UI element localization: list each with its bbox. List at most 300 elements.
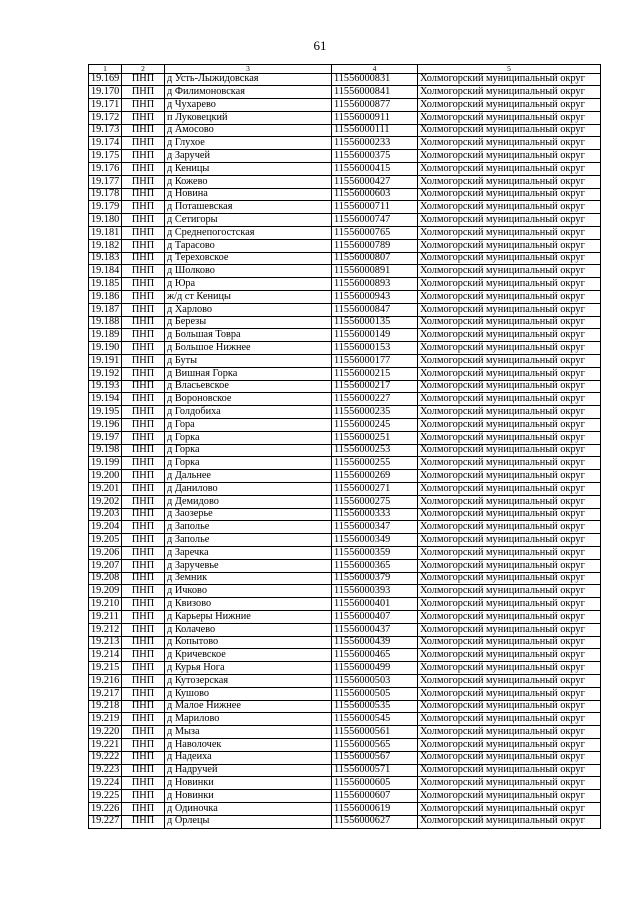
municipality-cell: Холмогорский муниципальный округ — [418, 687, 601, 700]
settlement-name-cell: д Новинки — [165, 790, 332, 803]
table-row — [89, 726, 601, 739]
municipality-cell: Холмогорский муниципальный округ — [418, 303, 601, 316]
settlement-type-cell: ПНП — [122, 444, 165, 457]
settlement-name-cell: д Усть-Лыжидовская — [165, 73, 332, 86]
oktmo-code-cell: 11556000439 — [332, 636, 418, 649]
municipality-cell: Холмогорский муниципальный округ — [418, 227, 601, 240]
municipality-cell: Холмогорский муниципальный округ — [418, 124, 601, 137]
settlement-type-cell: ПНП — [122, 137, 165, 150]
settlement-name-cell: д Вороновское — [165, 393, 332, 406]
municipality-cell: Холмогорский муниципальный округ — [418, 150, 601, 163]
settlement-type-cell: ПНП — [122, 649, 165, 662]
settlement-type-cell: ПНП — [122, 265, 165, 278]
row-number-cell: 19.212 — [89, 623, 122, 636]
settlement-type-cell: ПНП — [122, 534, 165, 547]
table-row — [89, 649, 601, 662]
row-number-cell: 19.169 — [89, 73, 122, 86]
column-header-4: 4 — [332, 65, 418, 74]
row-number-cell: 19.193 — [89, 380, 122, 393]
table-row — [89, 662, 601, 675]
municipality-cell: Холмогорский муниципальный округ — [418, 137, 601, 150]
municipality-cell: Холмогорский муниципальный округ — [418, 291, 601, 304]
table-row — [89, 227, 601, 240]
row-number-cell: 19.187 — [89, 303, 122, 316]
settlement-name-cell: д Мыза — [165, 726, 332, 739]
settlement-type-cell: ПНП — [122, 815, 165, 828]
row-number-cell: 19.221 — [89, 738, 122, 751]
oktmo-code-cell: 11556000847 — [332, 303, 418, 316]
municipality-cell: Холмогорский муниципальный округ — [418, 508, 601, 521]
oktmo-code-cell: 11556000765 — [332, 227, 418, 240]
row-number-cell: 19.199 — [89, 457, 122, 470]
settlement-type-cell: ПНП — [122, 687, 165, 700]
settlement-name-cell: д Заречка — [165, 546, 332, 559]
municipality-cell: Холмогорский муниципальный округ — [418, 470, 601, 483]
oktmo-code-cell: 11556000407 — [332, 610, 418, 623]
settlement-name-cell: д Демидово — [165, 495, 332, 508]
settlement-name-cell: д Ичково — [165, 585, 332, 598]
oktmo-code-cell: 11556000831 — [332, 73, 418, 86]
oktmo-code-cell: 11556000251 — [332, 431, 418, 444]
table-row — [89, 406, 601, 419]
row-number-cell: 19.182 — [89, 239, 122, 252]
oktmo-code-cell: 11556000499 — [332, 662, 418, 675]
municipality-cell: Холмогорский муниципальный округ — [418, 636, 601, 649]
municipality-cell: Холмогорский муниципальный округ — [418, 662, 601, 675]
row-number-cell: 19.177 — [89, 175, 122, 188]
settlement-name-cell: д Кеницы — [165, 163, 332, 176]
municipality-cell: Холмогорский муниципальный округ — [418, 777, 601, 790]
municipality-cell: Холмогорский муниципальный округ — [418, 713, 601, 726]
table-row — [89, 674, 601, 687]
oktmo-code-cell: 11556000567 — [332, 751, 418, 764]
row-number-cell: 19.215 — [89, 662, 122, 675]
oktmo-code-cell: 11556000789 — [332, 239, 418, 252]
oktmo-code-cell: 11556000153 — [332, 342, 418, 355]
row-number-cell: 19.216 — [89, 674, 122, 687]
oktmo-code-cell: 11556000149 — [332, 329, 418, 342]
table-row — [89, 534, 601, 547]
settlement-name-cell: д Новинки — [165, 777, 332, 790]
oktmo-code-cell: 11556000135 — [332, 316, 418, 329]
oktmo-code-cell: 11556000415 — [332, 163, 418, 176]
settlement-name-cell: д Большое Нижнее — [165, 342, 332, 355]
table-row — [89, 73, 601, 86]
table-row — [89, 380, 601, 393]
municipality-cell: Холмогорский муниципальный округ — [418, 738, 601, 751]
oktmo-code-cell: 11556000545 — [332, 713, 418, 726]
municipality-cell: Холмогорский муниципальный округ — [418, 99, 601, 112]
settlement-type-cell: ПНП — [122, 738, 165, 751]
settlement-type-cell: ПНП — [122, 483, 165, 496]
table-row — [89, 329, 601, 342]
column-header-5: 5 — [418, 65, 601, 74]
settlement-name-cell: д Заполье — [165, 521, 332, 534]
municipality-cell: Холмогорский муниципальный округ — [418, 495, 601, 508]
row-number-cell: 19.209 — [89, 585, 122, 598]
table-body — [89, 73, 601, 828]
settlement-name-cell: д Власьевское — [165, 380, 332, 393]
settlement-type-cell: ПНП — [122, 610, 165, 623]
table-row — [89, 111, 601, 124]
row-number-cell: 19.183 — [89, 252, 122, 265]
municipality-cell: Холмогорский муниципальный округ — [418, 585, 601, 598]
table-row — [89, 610, 601, 623]
oktmo-code-cell: 11556000349 — [332, 534, 418, 547]
settlement-name-cell: д Дальнее — [165, 470, 332, 483]
settlement-type-cell: ПНП — [122, 764, 165, 777]
table-row — [89, 623, 601, 636]
table-row — [89, 163, 601, 176]
settlement-name-cell: д Квизово — [165, 598, 332, 611]
settlement-type-cell: ПНП — [122, 188, 165, 201]
row-number-cell: 19.211 — [89, 610, 122, 623]
row-number-cell: 19.181 — [89, 227, 122, 240]
table-row — [89, 700, 601, 713]
oktmo-code-cell: 11556000711 — [332, 201, 418, 214]
row-number-cell: 19.226 — [89, 802, 122, 815]
settlement-type-cell: ПНП — [122, 508, 165, 521]
settlement-type-cell: ПНП — [122, 163, 165, 176]
settlement-type-cell: ПНП — [122, 73, 165, 86]
oktmo-code-cell: 11556000747 — [332, 214, 418, 227]
settlement-name-cell: д Среднепогостская — [165, 227, 332, 240]
row-number-cell: 19.223 — [89, 764, 122, 777]
table-row — [89, 598, 601, 611]
table-row — [89, 815, 601, 828]
oktmo-code-cell: 11556000269 — [332, 470, 418, 483]
settlement-type-cell: ПНП — [122, 342, 165, 355]
table-row — [89, 150, 601, 163]
municipality-cell: Холмогорский муниципальный округ — [418, 86, 601, 99]
settlement-name-cell: д Малое Нижнее — [165, 700, 332, 713]
table-row — [89, 175, 601, 188]
settlement-type-cell: ПНП — [122, 150, 165, 163]
row-number-cell: 19.191 — [89, 355, 122, 368]
table-row — [89, 278, 601, 291]
table-row — [89, 457, 601, 470]
municipality-cell: Холмогорский муниципальный округ — [418, 483, 601, 496]
row-number-cell: 19.172 — [89, 111, 122, 124]
settlement-type-cell: ПНП — [122, 700, 165, 713]
municipality-cell: Холмогорский муниципальный округ — [418, 623, 601, 636]
municipality-cell: Холмогорский муниципальный округ — [418, 674, 601, 687]
table-row — [89, 521, 601, 534]
row-number-cell: 19.214 — [89, 649, 122, 662]
column-header-1: 1 — [89, 65, 122, 74]
municipality-cell: Холмогорский муниципальный округ — [418, 393, 601, 406]
oktmo-code-cell: 11556000275 — [332, 495, 418, 508]
row-number-cell: 19.194 — [89, 393, 122, 406]
settlement-type-cell: ПНП — [122, 175, 165, 188]
table-row — [89, 687, 601, 700]
oktmo-code-cell: 11556000427 — [332, 175, 418, 188]
municipality-cell: Холмогорский муниципальный округ — [418, 751, 601, 764]
settlement-type-cell: ПНП — [122, 99, 165, 112]
row-number-cell: 19.180 — [89, 214, 122, 227]
settlement-name-cell: д Надручей — [165, 764, 332, 777]
row-number-cell: 19.222 — [89, 751, 122, 764]
oktmo-code-cell: 11556000503 — [332, 674, 418, 687]
settlement-type-cell: ПНП — [122, 329, 165, 342]
oktmo-code-cell: 11556000943 — [332, 291, 418, 304]
settlement-name-cell: д Марилово — [165, 713, 332, 726]
row-number-cell: 19.176 — [89, 163, 122, 176]
settlement-type-cell: ПНП — [122, 713, 165, 726]
row-number-cell: 19.171 — [89, 99, 122, 112]
settlement-type-cell: ПНП — [122, 252, 165, 265]
oktmo-code-cell: 11556000379 — [332, 572, 418, 585]
row-number-cell: 19.190 — [89, 342, 122, 355]
row-number-cell: 19.197 — [89, 431, 122, 444]
page-number: 61 — [313, 38, 327, 53]
settlement-type-cell: ПНП — [122, 777, 165, 790]
table-row — [89, 419, 601, 432]
row-number-cell: 19.224 — [89, 777, 122, 790]
row-number-cell: 19.204 — [89, 521, 122, 534]
row-number-cell: 19.202 — [89, 495, 122, 508]
municipality-cell: Холмогорский муниципальный округ — [418, 790, 601, 803]
settlement-name-cell: д Глухое — [165, 137, 332, 150]
table-row — [89, 777, 601, 790]
oktmo-code-cell: 11556000255 — [332, 457, 418, 470]
municipality-cell: Холмогорский муниципальный округ — [418, 419, 601, 432]
oktmo-code-cell: 11556000253 — [332, 444, 418, 457]
oktmo-code-cell: 11556000911 — [332, 111, 418, 124]
oktmo-code-cell: 11556000215 — [332, 367, 418, 380]
municipality-cell: Холмогорский муниципальный округ — [418, 610, 601, 623]
oktmo-code-cell: 11556000561 — [332, 726, 418, 739]
column-header-2: 2 — [122, 65, 165, 74]
settlement-name-cell: д Новина — [165, 188, 332, 201]
row-number-cell: 19.195 — [89, 406, 122, 419]
row-number-cell: 19.179 — [89, 201, 122, 214]
oktmo-code-cell: 11556000271 — [332, 483, 418, 496]
table-row — [89, 303, 601, 316]
table-row — [89, 201, 601, 214]
settlement-name-cell: д Вишная Горка — [165, 367, 332, 380]
table-row — [89, 483, 601, 496]
oktmo-code-cell: 11556000619 — [332, 802, 418, 815]
oktmo-code-cell: 11556000227 — [332, 393, 418, 406]
municipality-cell: Холмогорский муниципальный округ — [418, 598, 601, 611]
row-number-cell: 19.201 — [89, 483, 122, 496]
settlement-type-cell: ПНП — [122, 291, 165, 304]
row-number-cell: 19.208 — [89, 572, 122, 585]
settlement-name-cell: д Заполье — [165, 534, 332, 547]
row-number-cell: 19.225 — [89, 790, 122, 803]
row-number-cell: 19.200 — [89, 470, 122, 483]
row-number-cell: 19.173 — [89, 124, 122, 137]
oktmo-code-cell: 11556000217 — [332, 380, 418, 393]
table-row — [89, 86, 601, 99]
table-row — [89, 572, 601, 585]
settlement-type-cell: ПНП — [122, 303, 165, 316]
settlement-name-cell: д Колачево — [165, 623, 332, 636]
settlement-name-cell: д Кутозерская — [165, 674, 332, 687]
table-row — [89, 738, 601, 751]
column-header-3: 3 — [165, 65, 332, 74]
settlement-type-cell: ПНП — [122, 239, 165, 252]
oktmo-code-cell: 11556000603 — [332, 188, 418, 201]
oktmo-code-cell: 11556000393 — [332, 585, 418, 598]
oktmo-code-cell: 11556000505 — [332, 687, 418, 700]
settlement-type-cell: ПНП — [122, 393, 165, 406]
settlement-name-cell: д Поташевская — [165, 201, 332, 214]
municipality-cell: Холмогорский муниципальный округ — [418, 649, 601, 662]
table-row — [89, 431, 601, 444]
settlement-type-cell: ПНП — [122, 521, 165, 534]
municipality-cell: Холмогорский муниципальный округ — [418, 73, 601, 86]
table-row — [89, 214, 601, 227]
table-row — [89, 790, 601, 803]
settlement-name-cell: д Сетигоры — [165, 214, 332, 227]
settlement-name-cell: д Одиночка — [165, 802, 332, 815]
table-row — [89, 99, 601, 112]
municipality-cell: Холмогорский муниципальный округ — [418, 431, 601, 444]
table-row — [89, 252, 601, 265]
settlement-name-cell: п Луковецкий — [165, 111, 332, 124]
table-row — [89, 342, 601, 355]
oktmo-code-cell: 11556000111 — [332, 124, 418, 137]
oktmo-code-cell: 11556000893 — [332, 278, 418, 291]
settlement-name-cell: д Тереховское — [165, 252, 332, 265]
oktmo-code-cell: 11556000245 — [332, 419, 418, 432]
municipality-cell: Холмогорский муниципальный округ — [418, 355, 601, 368]
settlement-type-cell: ПНП — [122, 380, 165, 393]
settlement-type-cell: ПНП — [122, 636, 165, 649]
row-number-cell: 19.186 — [89, 291, 122, 304]
settlement-type-cell: ПНП — [122, 316, 165, 329]
table-row — [89, 559, 601, 572]
municipality-cell: Холмогорский муниципальный округ — [418, 521, 601, 534]
table-row — [89, 713, 601, 726]
settlement-name-cell: д Курья Нога — [165, 662, 332, 675]
settlement-name-cell: д Юра — [165, 278, 332, 291]
settlement-name-cell: д Харлово — [165, 303, 332, 316]
settlement-type-cell: ПНП — [122, 124, 165, 137]
oktmo-code-cell: 11556000233 — [332, 137, 418, 150]
oktmo-code-cell: 11556000177 — [332, 355, 418, 368]
oktmo-code-cell: 11556000607 — [332, 790, 418, 803]
settlement-name-cell: д Голдобиха — [165, 406, 332, 419]
settlement-name-cell: д Орлецы — [165, 815, 332, 828]
row-number-cell: 19.219 — [89, 713, 122, 726]
settlement-name-cell: д Заручевье — [165, 559, 332, 572]
table-row — [89, 508, 601, 521]
settlement-type-cell: ПНП — [122, 278, 165, 291]
municipality-cell: Холмогорский муниципальный округ — [418, 802, 601, 815]
settlement-type-cell: ПНП — [122, 431, 165, 444]
settlement-type-cell: ПНП — [122, 214, 165, 227]
settlement-name-cell: д Шолково — [165, 265, 332, 278]
row-number-cell: 19.206 — [89, 546, 122, 559]
settlement-type-cell: ПНП — [122, 662, 165, 675]
settlement-name-cell: д Надеиха — [165, 751, 332, 764]
table-row — [89, 393, 601, 406]
oktmo-code-cell: 11556000401 — [332, 598, 418, 611]
settlement-name-cell: д Филимоновская — [165, 86, 332, 99]
settlement-type-cell: ПНП — [122, 674, 165, 687]
municipality-cell: Холмогорский муниципальный округ — [418, 367, 601, 380]
row-number-cell: 19.210 — [89, 598, 122, 611]
table-row — [89, 265, 601, 278]
municipality-cell: Холмогорский муниципальный округ — [418, 444, 601, 457]
row-number-cell: 19.196 — [89, 419, 122, 432]
oktmo-code-cell: 11556000565 — [332, 738, 418, 751]
table-row — [89, 444, 601, 457]
settlement-name-cell: д Данилово — [165, 483, 332, 496]
municipality-cell: Холмогорский муниципальный округ — [418, 252, 601, 265]
settlement-name-cell: д Чухарево — [165, 99, 332, 112]
table-row — [89, 367, 601, 380]
oktmo-code-cell: 11556000877 — [332, 99, 418, 112]
municipality-cell: Холмогорский муниципальный округ — [418, 815, 601, 828]
settlement-type-cell: ПНП — [122, 598, 165, 611]
settlement-type-cell: ПНП — [122, 367, 165, 380]
settlement-name-cell: д Горка — [165, 444, 332, 457]
row-number-cell: 19.220 — [89, 726, 122, 739]
oktmo-code-cell: 11556000627 — [332, 815, 418, 828]
settlement-type-cell: ПНП — [122, 726, 165, 739]
table-row — [89, 239, 601, 252]
municipality-cell: Холмогорский муниципальный округ — [418, 329, 601, 342]
municipality-cell: Холмогорский муниципальный округ — [418, 572, 601, 585]
row-number-cell: 19.178 — [89, 188, 122, 201]
oktmo-code-cell: 11556000571 — [332, 764, 418, 777]
settlement-name-cell: д Большая Товра — [165, 329, 332, 342]
oktmo-code-cell: 11556000333 — [332, 508, 418, 521]
oktmo-code-cell: 11556000891 — [332, 265, 418, 278]
row-number-cell: 19.192 — [89, 367, 122, 380]
table-header-row — [89, 65, 601, 74]
municipality-cell: Холмогорский муниципальный округ — [418, 163, 601, 176]
row-number-cell: 19.188 — [89, 316, 122, 329]
settlement-type-cell: ПНП — [122, 802, 165, 815]
settlement-type-cell: ПНП — [122, 470, 165, 483]
municipality-cell: Холмогорский муниципальный округ — [418, 406, 601, 419]
settlement-type-cell: ПНП — [122, 495, 165, 508]
oktmo-code-cell: 11556000437 — [332, 623, 418, 636]
oktmo-code-cell: 11556000359 — [332, 546, 418, 559]
municipality-cell: Холмогорский муниципальный округ — [418, 214, 601, 227]
row-number-cell: 19.213 — [89, 636, 122, 649]
settlement-type-cell: ПНП — [122, 572, 165, 585]
settlement-type-cell: ПНП — [122, 406, 165, 419]
settlement-type-cell: ПНП — [122, 457, 165, 470]
settlement-name-cell: д Копытово — [165, 636, 332, 649]
table-row — [89, 636, 601, 649]
municipality-cell: Холмогорский муниципальный округ — [418, 726, 601, 739]
table-row — [89, 124, 601, 137]
table-row — [89, 188, 601, 201]
row-number-cell: 19.189 — [89, 329, 122, 342]
settlement-type-cell: ПНП — [122, 201, 165, 214]
municipality-cell: Холмогорский муниципальный округ — [418, 201, 601, 214]
oktmo-code-cell: 11556000605 — [332, 777, 418, 790]
settlement-name-cell: д Кожево — [165, 175, 332, 188]
row-number-cell: 19.227 — [89, 815, 122, 828]
table-row — [89, 355, 601, 368]
municipality-cell: Холмогорский муниципальный округ — [418, 700, 601, 713]
settlement-name-cell: д Горка — [165, 431, 332, 444]
oktmo-code-cell: 11556000807 — [332, 252, 418, 265]
settlement-type-cell: ПНП — [122, 111, 165, 124]
oktmo-code-cell: 11556000375 — [332, 150, 418, 163]
settlement-name-cell: д Наволочек — [165, 738, 332, 751]
municipality-cell: Холмогорский муниципальный округ — [418, 316, 601, 329]
row-number-cell: 19.205 — [89, 534, 122, 547]
